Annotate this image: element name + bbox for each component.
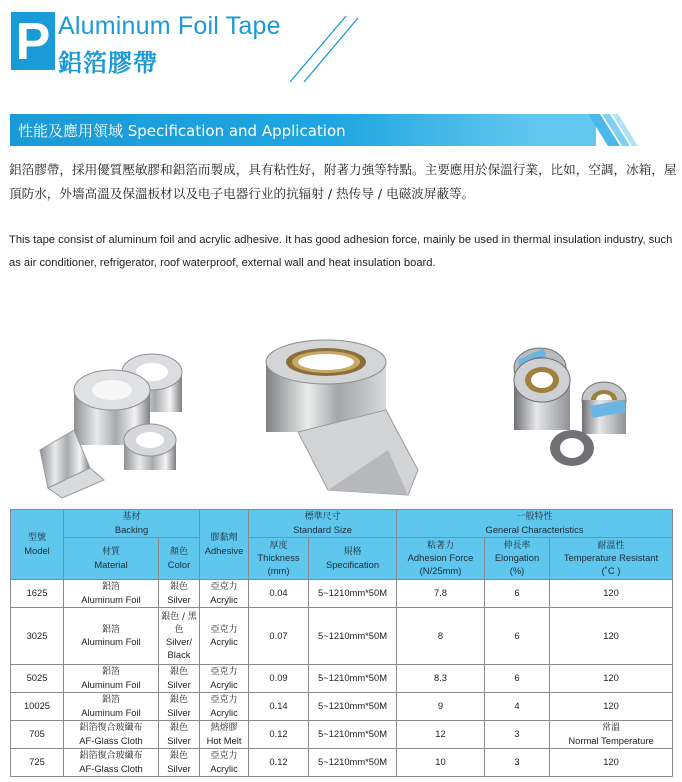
cell-color: 銀色 Silver <box>159 721 200 749</box>
specification-table <box>10 509 673 777</box>
cell-adhesive: 亞克力 Acrylic <box>200 580 249 608</box>
header-model: 型號 Model <box>11 510 64 580</box>
cell-adhesive: 亞克力 Acrylic <box>200 665 249 693</box>
cell-material: 鋁箔 Aluminum Foil <box>64 580 159 608</box>
header-material: 材質 Material <box>64 538 159 580</box>
header-thickness: 厚度 Thickness (mm) <box>249 538 309 580</box>
product-photo-multiple-rolls <box>498 330 638 500</box>
cell-model: 3025 <box>11 608 64 665</box>
cell-adhesion: 7.8 <box>397 580 485 608</box>
cell-temp: 120 <box>550 665 673 693</box>
cell-color: 銀色 Silver <box>159 580 200 608</box>
header-temperature: 耐溫性 Temperature Resistant (˚C ) <box>550 538 673 580</box>
table-row <box>11 693 673 721</box>
header-adhesion-force: 粘著力 Adhesion Force (N/25mm) <box>397 538 485 580</box>
cell-adhesion: 8.3 <box>397 665 485 693</box>
cell-spec: 5~1210mm*50M <box>309 608 397 665</box>
page-title-zh: 鋁箔膠帶 <box>58 49 158 77</box>
cell-color: 銀色 Silver <box>159 665 200 693</box>
cell-material: 鋁箔 Aluminum Foil <box>64 608 159 665</box>
cell-color: 銀色 Silver <box>159 749 200 777</box>
cell-adhesion: 8 <box>397 608 485 665</box>
cell-thickness: 0.14 <box>249 693 309 721</box>
cell-elongation: 6 <box>485 665 550 693</box>
cell-adhesive: 熱熔膠 Hot Melt <box>200 721 249 749</box>
cell-adhesion: 9 <box>397 693 485 721</box>
cell-temp: 常溫 Normal Temperature <box>550 721 673 749</box>
cell-spec: 5~1210mm*50M <box>309 580 397 608</box>
cell-thickness: 0.07 <box>249 608 309 665</box>
cell-thickness: 0.12 <box>249 721 309 749</box>
header-backing: 基材 Backing <box>64 510 200 538</box>
cell-spec: 5~1210mm*50M <box>309 749 397 777</box>
header-general-characteristics: 一般特性 General Characteristics <box>397 510 673 538</box>
table-row <box>11 721 673 749</box>
cell-color: 銀色 Silver <box>159 693 200 721</box>
cell-adhesive: 亞克力 Acrylic <box>200 608 249 665</box>
product-photo-foil-rolls <box>30 330 200 500</box>
cell-spec: 5~1210mm*50M <box>309 665 397 693</box>
cell-model: 10025 <box>11 693 64 721</box>
cell-material: 鋁箔復合玻纖布 AF-Glass Cloth <box>64 749 159 777</box>
cell-elongation: 6 <box>485 608 550 665</box>
cell-model: 725 <box>11 749 64 777</box>
cell-adhesion: 10 <box>397 749 485 777</box>
description-en: This tape consist of aluminum foil and acrylic adhesive. It has good adhesion force, mainly be used in thermal insulation industry, such as air conditioner, refrigerator, roof waterproof, external wall and heat insulation board. <box>9 234 673 269</box>
cell-thickness: 0.09 <box>249 665 309 693</box>
section-title: 性能及應用領域 Specification and Application <box>18 122 346 140</box>
cell-temp: 120 <box>550 693 673 721</box>
cell-spec: 5~1210mm*50M <box>309 721 397 749</box>
page-title-en: Aluminum Foil Tape <box>58 12 281 40</box>
cell-adhesion: 12 <box>397 721 485 749</box>
cell-color: 銀色 / 黑色 Silver/ Black <box>159 608 200 665</box>
cell-adhesive: 亞克力 Acrylic <box>200 693 249 721</box>
cell-material: 鋁箔 Aluminum Foil <box>64 665 159 693</box>
cell-temp: 120 <box>550 580 673 608</box>
cell-model: 705 <box>11 721 64 749</box>
cell-elongation: 3 <box>485 721 550 749</box>
cell-model: 5025 <box>11 665 64 693</box>
decorative-slash-icon <box>290 14 360 84</box>
header-elongation: 伸長率 Elongation (%) <box>485 538 550 580</box>
cell-elongation: 3 <box>485 749 550 777</box>
cell-temp: 120 <box>550 608 673 665</box>
cell-spec: 5~1210mm*50M <box>309 693 397 721</box>
header-adhesive: 膠黏劑 Adhesive <box>200 510 249 580</box>
header-color: 顏色 Color <box>159 538 200 580</box>
cell-model: 1625 <box>11 580 64 608</box>
cell-temp: 120 <box>550 749 673 777</box>
cell-thickness: 0.12 <box>249 749 309 777</box>
product-photo-foil-roll-unrolled <box>258 330 423 500</box>
table-row <box>11 608 673 665</box>
table-row <box>11 580 673 608</box>
header-specification: 規格 Specification <box>309 538 397 580</box>
logo-letter: P <box>15 13 51 70</box>
description-zh: 鋁箔膠帶，採用優質壓敏膠和鋁箔而製成，具有粘性好，附著力強等特點。主要應用於保溫行業，比如，空調，冰箱，屋頂防水，外墻高溫及保溫板材以及电子电器行业的抗辐射 / 热传导 / 电磁波屏蔽等。 <box>9 162 677 201</box>
table-row <box>11 665 673 693</box>
header-standard-size: 標準尺寸 Standard Size <box>249 510 397 538</box>
cell-adhesive: 亞克力 Acrylic <box>200 749 249 777</box>
cell-elongation: 6 <box>485 580 550 608</box>
cell-material: 鋁箔 Aluminum Foil <box>64 693 159 721</box>
table-row <box>11 749 673 777</box>
cell-material: 鋁箔復合玻纖布 AF-Glass Cloth <box>64 721 159 749</box>
logo-p-icon <box>11 12 55 70</box>
cell-thickness: 0.04 <box>249 580 309 608</box>
cell-elongation: 4 <box>485 693 550 721</box>
